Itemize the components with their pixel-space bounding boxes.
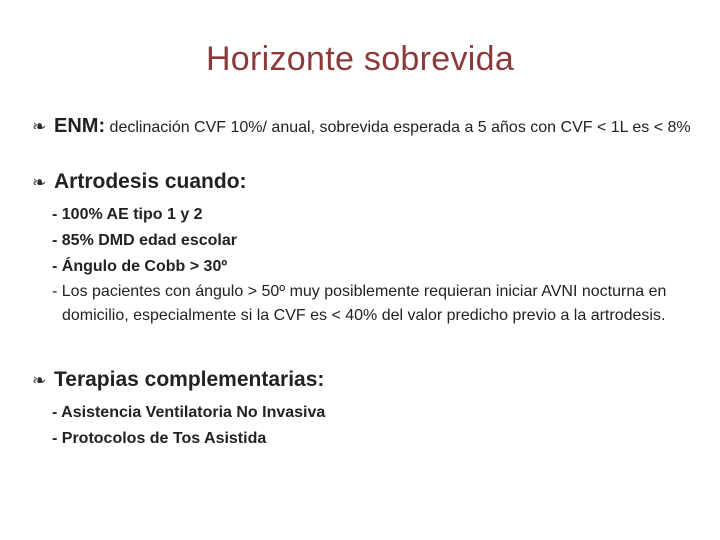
list-item: - 85% DMD edad escolar	[52, 232, 237, 249]
bullet-terapias-lead: Terapias complementarias:	[54, 368, 325, 391]
bullet-row	[32, 114, 712, 140]
list-item: - 100% AE tipo 1 y 2	[52, 206, 203, 223]
bullet-enm	[32, 114, 712, 140]
bullet-enm-lead: ENM:	[54, 115, 106, 137]
bullet-terapias	[32, 368, 712, 394]
terapias-list	[52, 400, 692, 452]
bullet-artrodesis-lead: Artrodesis cuando:	[54, 170, 247, 193]
bullet-artrodesis-text	[54, 170, 712, 196]
bullet-enm-text	[54, 114, 712, 140]
list-item: - Los pacientes con ángulo > 50º muy posiblemente requieran iniciar AVNI nocturna en domicilio, especialmente si la CVF es < 40% del valor predicho previo a la artrodesis.	[52, 283, 667, 324]
bullet-icon: ❧	[32, 117, 47, 136]
bullet-artrodesis	[32, 170, 712, 196]
bullet-row	[32, 170, 712, 196]
list-item: - Asistencia Ventilatoria No Invasiva	[52, 404, 326, 421]
bullet-terapias-text	[54, 368, 712, 394]
list-item: - Ángulo de Cobb > 30º	[52, 258, 228, 275]
bullet-enm-body: declinación CVF 10%/ anual, sobrevida esperada a 5 años con CVF < 1L es < 8%	[105, 119, 691, 136]
bullet-icon: ❧	[32, 173, 47, 192]
bullet-icon: ❧	[32, 371, 47, 390]
list-item: - Protocolos de Tos Asistida	[52, 430, 267, 447]
bullet-row	[32, 368, 712, 394]
slide-title: Horizonte sobrevida	[205, 40, 515, 78]
artrodesis-list	[52, 202, 692, 328]
